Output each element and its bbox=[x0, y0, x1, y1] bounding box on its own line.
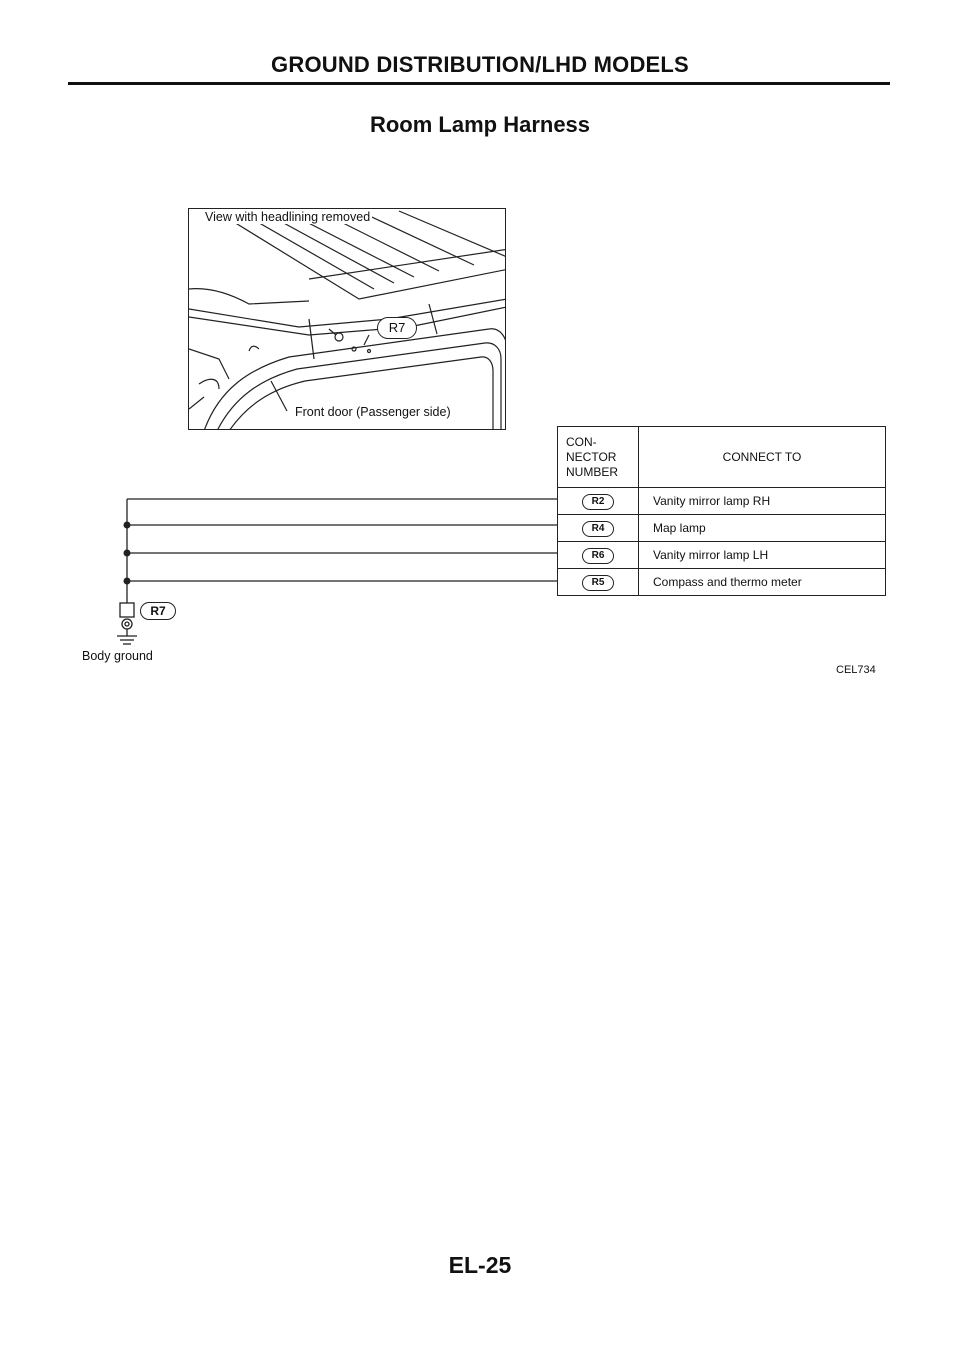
page-title: Room Lamp Harness bbox=[369, 112, 591, 137]
front-door-callout: Front door (Passenger side) bbox=[295, 405, 451, 419]
connector-number-header bbox=[558, 427, 639, 488]
connect-to-cell: Compass and thermo meter bbox=[639, 569, 886, 596]
connector-pill: R2 bbox=[582, 494, 614, 510]
table-row bbox=[558, 515, 886, 542]
header-line: NUMBER bbox=[566, 464, 619, 479]
figure-code: CEL734 bbox=[836, 664, 876, 676]
splice-dot bbox=[124, 522, 131, 529]
page-number: EL-25 bbox=[448, 1252, 512, 1278]
table-row bbox=[558, 488, 886, 515]
splice-dot bbox=[124, 550, 131, 557]
ground-connector-tag: R7 bbox=[377, 317, 417, 339]
connect-to-cell: Vanity mirror lamp RH bbox=[639, 488, 886, 515]
connect-to-header: CONNECT TO bbox=[639, 427, 886, 488]
connector-pill: R6 bbox=[582, 548, 614, 564]
connector-pill: R4 bbox=[582, 521, 614, 537]
section-header: GROUND DISTRIBUTION/LHD MODELS bbox=[271, 52, 689, 77]
connector-table bbox=[557, 426, 886, 596]
connector-pill: R5 bbox=[582, 575, 614, 591]
ground-connector-label: R7 bbox=[140, 602, 176, 620]
splice-dot bbox=[124, 578, 131, 585]
figure-caption: View with headlining removed bbox=[205, 210, 371, 224]
table-row bbox=[558, 542, 886, 569]
header-line: NECTOR bbox=[566, 449, 617, 464]
connect-to-cell: Map lamp bbox=[639, 515, 886, 542]
table-row bbox=[558, 569, 886, 596]
body-ground-label: Body ground bbox=[82, 649, 153, 663]
header-line: CON- bbox=[566, 434, 597, 449]
table-header-row bbox=[558, 427, 886, 488]
connect-to-cell: Vanity mirror lamp LH bbox=[639, 542, 886, 569]
